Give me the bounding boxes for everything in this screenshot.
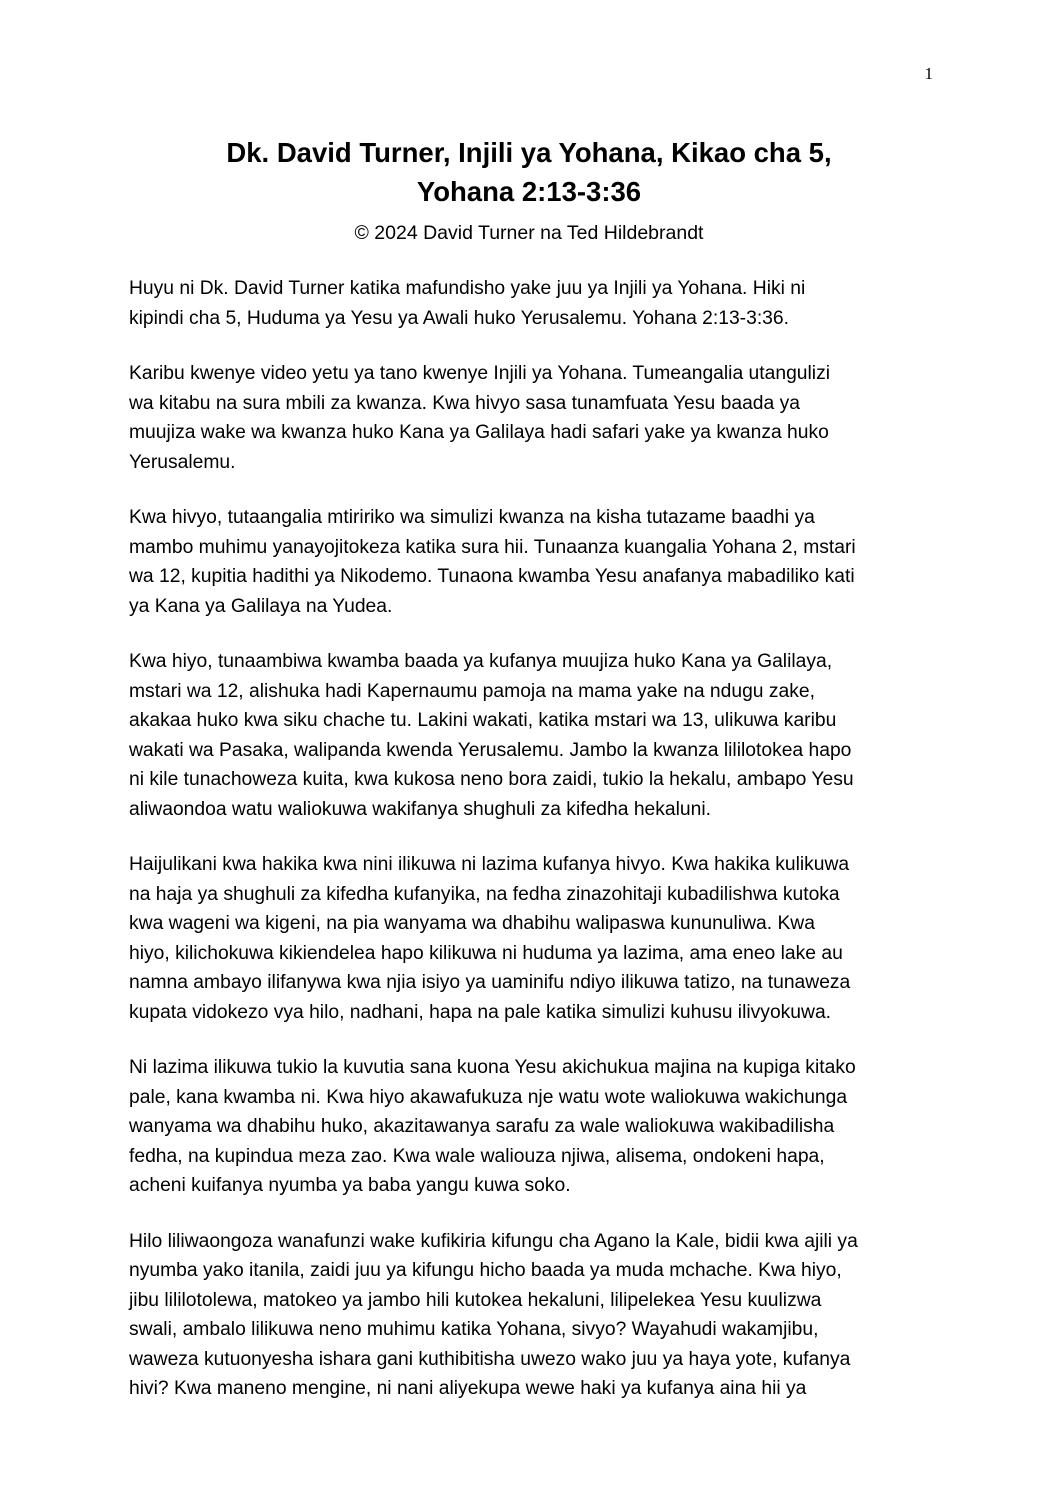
text-line: Yerusalemu.: [129, 451, 236, 473]
copyright-notice: © 2024 David Turner na Ted Hildebrandt: [354, 222, 704, 244]
title-line-1: Dk. David Turner, Injili ya Yohana, Kikao cha 5,: [226, 137, 832, 168]
text-line: na haja ya shughuli za kifedha kufanyika, na fedha zinazohitaji kubadilishwa kutoka: [129, 883, 840, 905]
text-line: namna ambayo ilifanywa kwa njia isiyo ya uaminifu ndiyo ilikuwa tatizo, na tunaweza: [129, 972, 851, 993]
text-line: Karibu kwenye video yetu ya tano kwenye Injili ya Yohana. Tumeangalia utangulizi: [129, 363, 831, 384]
page-number: 1: [924, 64, 933, 83]
text-line: Kwa hiyo, tunaambiwa kwamba baada ya kufanya muujiza huko Kana ya Galilaya,: [129, 651, 833, 672]
paragraph: [129, 647, 929, 824]
document-title: [120, 133, 938, 211]
text-line: wa kitabu na sura mbili za kwanza. Kwa hivyo sasa tunamfuata Yesu baada ya: [129, 392, 800, 414]
text-line: ni kile tunachoweza kuita, kwa kukosa neno bora zaidi, tukio la hekalu, ambapo Yesu: [129, 769, 854, 790]
text-line: jibu lililotolewa, matokeo ya jambo hili kutokea hekaluni, lilipelekea Yesu kuulizwa: [129, 1289, 822, 1311]
text-line: muujiza wake wa kwanza huko Kana ya Galilaya hadi safari yake ya kwanza huko: [129, 422, 829, 443]
paragraph: [129, 274, 929, 333]
text-line: wa 12, kupitia hadithi ya Nikodemo. Tunaona kwamba Yesu anafanya mabadiliko kati: [129, 566, 855, 587]
text-line: waweza kutuonyesha ishara gani kuthibitisha uwezo wako juu ya haya yote, kufanya: [129, 1348, 851, 1370]
text-line: swali, ambalo lilikuwa neno muhimu katika Yohana, sivyo? Wayahudi wakamjibu,: [129, 1319, 819, 1340]
text-line: fedha, na kupindua meza zao. Kwa wale waliouza njiwa, alisema, ondokeni hapa,: [129, 1145, 825, 1167]
paragraph: [129, 359, 929, 477]
text-line: Haijulikani kwa hakika kwa nini ilikuwa ni lazima kufanya hivyo. Kwa hakika kulikuwa: [129, 854, 850, 875]
paragraph: [129, 850, 929, 1027]
text-line: wanyama wa dhabihu huko, akazitawanya sarafu za wale waliokuwa wakibadilisha: [129, 1116, 835, 1137]
text-line: Huyu ni Dk. David Turner katika mafundisho yake juu ya Injili ya Yohana. Hiki ni: [129, 278, 806, 299]
text-line: nyumba yako itanila, zaidi juu ya kifungu hicho baada ya muda mchache. Kwa hiyo,: [129, 1260, 842, 1281]
text-line: kipindi cha 5, Huduma ya Yesu ya Awali huko Yerusalemu. Yohana 2:13-3:36.: [129, 307, 789, 329]
text-line: kupata vidokezo vya hilo, nadhani, hapa na pale katika simulizi kuhusu ilivyokuwa.: [129, 1001, 832, 1023]
text-line: mstari wa 12, alishuka hadi Kapernaumu pamoja na mama yake na ndugu zake,: [129, 680, 815, 702]
text-line: mambo muhimu yanayojitokeza katika sura hii. Tunaanza kuangalia Yohana 2, mstari: [129, 536, 856, 558]
text-line: hivi? Kwa maneno mengine, ni nani aliyekupa wewe haki ya kufanya aina hii ya: [129, 1378, 807, 1399]
title-line-2: Yohana 2:13-3:36: [416, 176, 642, 207]
paragraph: [129, 503, 929, 621]
text-line: aliwaondoa watu waliokuwa wakifanya shughuli za kifedha hekaluni.: [129, 798, 712, 820]
text-line: Ni lazima ilikuwa tukio la kuvutia sana kuona Yesu akichukua majina na kupiga kitako: [129, 1057, 856, 1078]
text-line: hiyo, kilichokuwa kikiendelea hapo kilikuwa ni huduma ya lazima, ama eneo lake au: [129, 942, 843, 964]
paragraph: [129, 1053, 929, 1201]
text-line: wakati wa Pasaka, walipanda kwenda Yerusalemu. Jambo la kwanza lililotokea hapo: [129, 739, 852, 761]
text-line: Kwa hivyo, tutaangalia mtiririko wa simulizi kwanza na kisha tutazame baadhi ya: [129, 507, 815, 528]
text-line: akakaa huko kwa siku chache tu. Lakini wakati, katika mstari wa 13, ulikuwa karibu: [129, 710, 837, 731]
body-text: [129, 274, 929, 1430]
text-line: Hilo liliwaongoza wanafunzi wake kufikiria kifungu cha Agano la Kale, bidii kwa ajili ya: [129, 1230, 858, 1252]
text-line: pale, kana kwamba ni. Kwa hiyo akawafukuza nje watu wote waliokuwa wakichunga: [129, 1086, 848, 1108]
text-line: acheni kuifanya nyumba ya baba yangu kuwa soko.: [129, 1175, 571, 1196]
paragraph: [129, 1227, 929, 1404]
text-line: kwa wageni wa kigeni, na pia wanyama wa dhabihu walipaswa kununuliwa. Kwa: [129, 913, 815, 934]
text-line: ya Kana ya Galilaya na Yudea.: [129, 595, 393, 617]
